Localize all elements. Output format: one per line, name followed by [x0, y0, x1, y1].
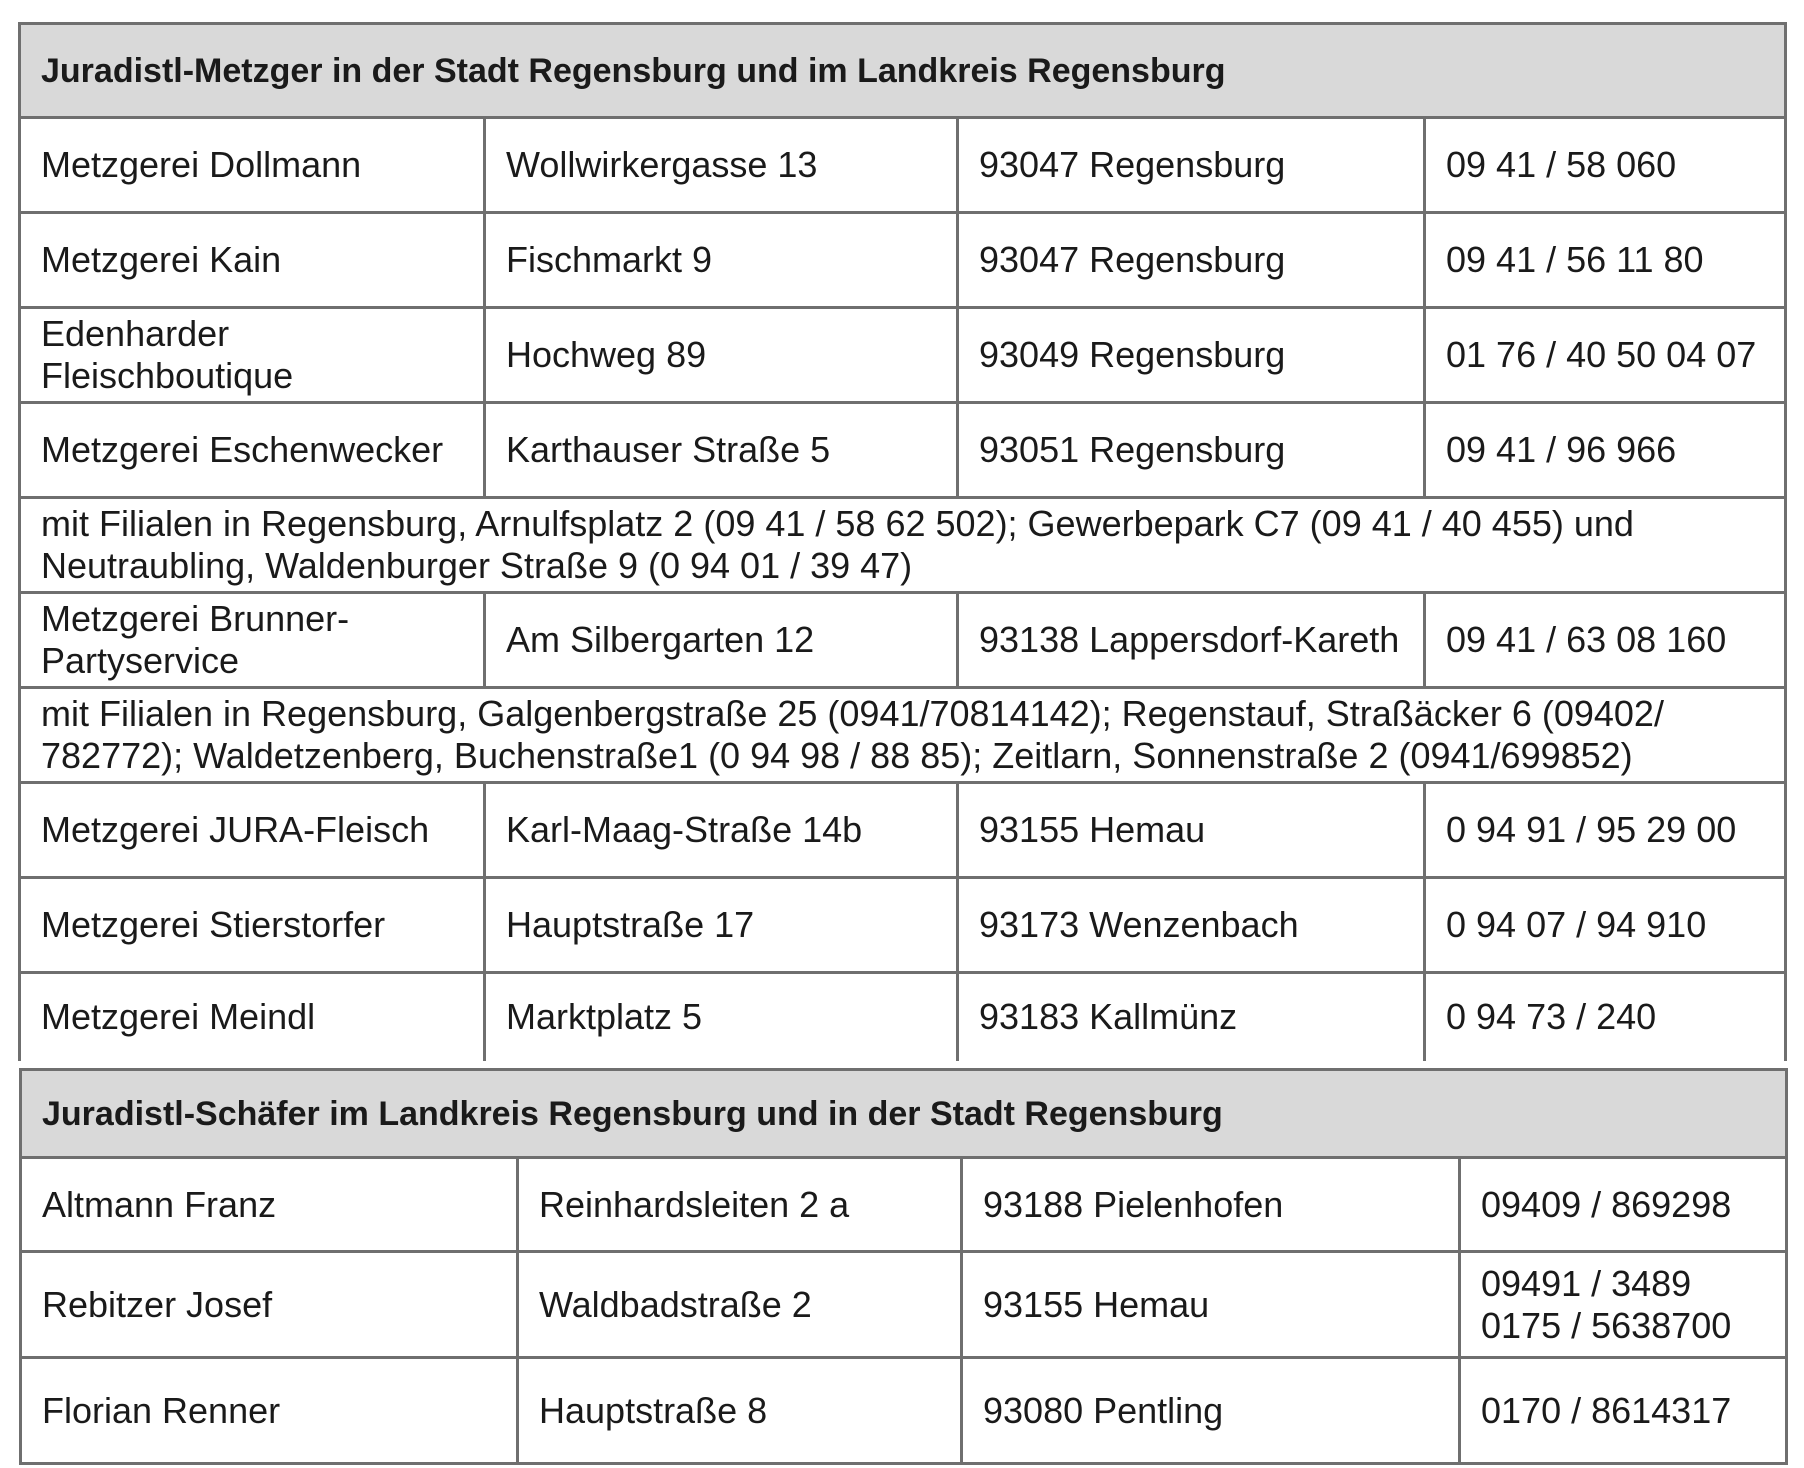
city: 93047 Regensburg — [958, 213, 1425, 308]
phone-number: 0 94 07 / 94 910 — [1425, 878, 1786, 973]
shop-name: Edenharder Fleischboutique — [20, 308, 485, 403]
city: 93138 Lappersdorf-Kareth — [958, 593, 1425, 688]
phone-cell — [1460, 1252, 1787, 1358]
farmer-name: Florian Renner — [21, 1358, 518, 1464]
shop-name: Metzgerei Kain — [20, 213, 485, 308]
table-row — [20, 118, 1786, 213]
phone-number: 09 41 / 58 060 — [1425, 118, 1786, 213]
city: 93049 Regensburg — [958, 308, 1425, 403]
table-header-row — [20, 24, 1786, 118]
street-address: Am Silbergarten 12 — [485, 593, 958, 688]
city: 93173 Wenzenbach — [958, 878, 1425, 973]
table-row — [20, 878, 1786, 973]
city: 93183 Kallmünz — [958, 973, 1425, 1061]
phone-number: 09 41 / 96 966 — [1425, 403, 1786, 498]
phone-number: 0 94 91 / 95 29 00 — [1425, 783, 1786, 878]
street-address: Fischmarkt 9 — [485, 213, 958, 308]
shop-name: Metzgerei Meindl — [20, 973, 485, 1061]
street-address: Reinhardsleiten 2 a — [518, 1158, 962, 1252]
table-row — [20, 593, 1786, 688]
branch-note-row — [20, 688, 1786, 783]
table-row — [21, 1358, 1787, 1464]
street-address: Hochweg 89 — [485, 308, 958, 403]
phone-number: 0 94 73 / 240 — [1425, 973, 1786, 1061]
shop-name: Metzgerei Dollmann — [20, 118, 485, 213]
street-address: Waldbadstraße 2 — [518, 1252, 962, 1358]
table-header-row — [21, 1070, 1787, 1158]
branch-note: mit Filialen in Regensburg, Arnulfsplatz 2 (09 41 / 58 62 502); Gewerbepark C7 (09 41 / 40 455) und Neutraubling, Waldenburger Straße 9 (0 94 01 / 39 47) — [20, 498, 1786, 593]
city: 93051 Regensburg — [958, 403, 1425, 498]
table-row — [20, 308, 1786, 403]
phone-number: 09491 / 3489 — [1481, 1262, 1692, 1304]
table-row — [21, 1252, 1787, 1358]
city: 93155 Hemau — [958, 783, 1425, 878]
mobile-number: 0175 / 5638700 — [1481, 1304, 1732, 1346]
phone-number: 09 41 / 56 11 80 — [1425, 213, 1786, 308]
city: 93188 Pielenhofen — [962, 1158, 1460, 1252]
street-address: Karl-Maag-Straße 14b — [485, 783, 958, 878]
city: 93155 Hemau — [962, 1252, 1460, 1358]
farmer-name: Altmann Franz — [21, 1158, 518, 1252]
section-title: Juradistl-Schäfer im Landkreis Regensburg und in der Stadt Regensburg — [21, 1070, 1787, 1158]
shop-name: Metzgerei Eschenwecker — [20, 403, 485, 498]
street-address: Karthauser Straße 5 — [485, 403, 958, 498]
schaefer-table — [19, 1068, 1788, 1465]
table-row — [20, 973, 1786, 1061]
shop-name: Metzgerei Brunner-Partyservice — [20, 593, 485, 688]
phone-number: 0170 / 8614317 — [1460, 1358, 1787, 1464]
branch-note: mit Filialen in Regensburg, Galgenbergstraße 25 (0941/70814142); Regenstauf, Straßäcker 6 (09402/ 782772); Waldetzenberg, Buchenstraße1 (0 94 98 / 88 85); Zeitlarn, Sonnenstraße 2 (0941/699852) — [20, 688, 1786, 783]
table-row — [20, 783, 1786, 878]
branch-note-row — [20, 498, 1786, 593]
table-row — [21, 1158, 1787, 1252]
city: 93047 Regensburg — [958, 118, 1425, 213]
street-address: Wollwirkergasse 13 — [485, 118, 958, 213]
metzger-table — [18, 22, 1787, 1061]
table-row — [20, 403, 1786, 498]
section-title: Juradistl-Metzger in der Stadt Regensburg und im Landkreis Regensburg — [20, 24, 1786, 118]
street-address: Hauptstraße 17 — [485, 878, 958, 973]
city: 93080 Pentling — [962, 1358, 1460, 1464]
phone-number: 09409 / 869298 — [1460, 1158, 1787, 1252]
street-address: Marktplatz 5 — [485, 973, 958, 1061]
phone-number: 01 76 / 40 50 04 07 — [1425, 308, 1786, 403]
farmer-name: Rebitzer Josef — [21, 1252, 518, 1358]
shop-name: Metzgerei Stierstorfer — [20, 878, 485, 973]
street-address: Hauptstraße 8 — [518, 1358, 962, 1464]
phone-number: 09 41 / 63 08 160 — [1425, 593, 1786, 688]
shop-name: Metzgerei JURA-Fleisch — [20, 783, 485, 878]
table-row — [20, 213, 1786, 308]
